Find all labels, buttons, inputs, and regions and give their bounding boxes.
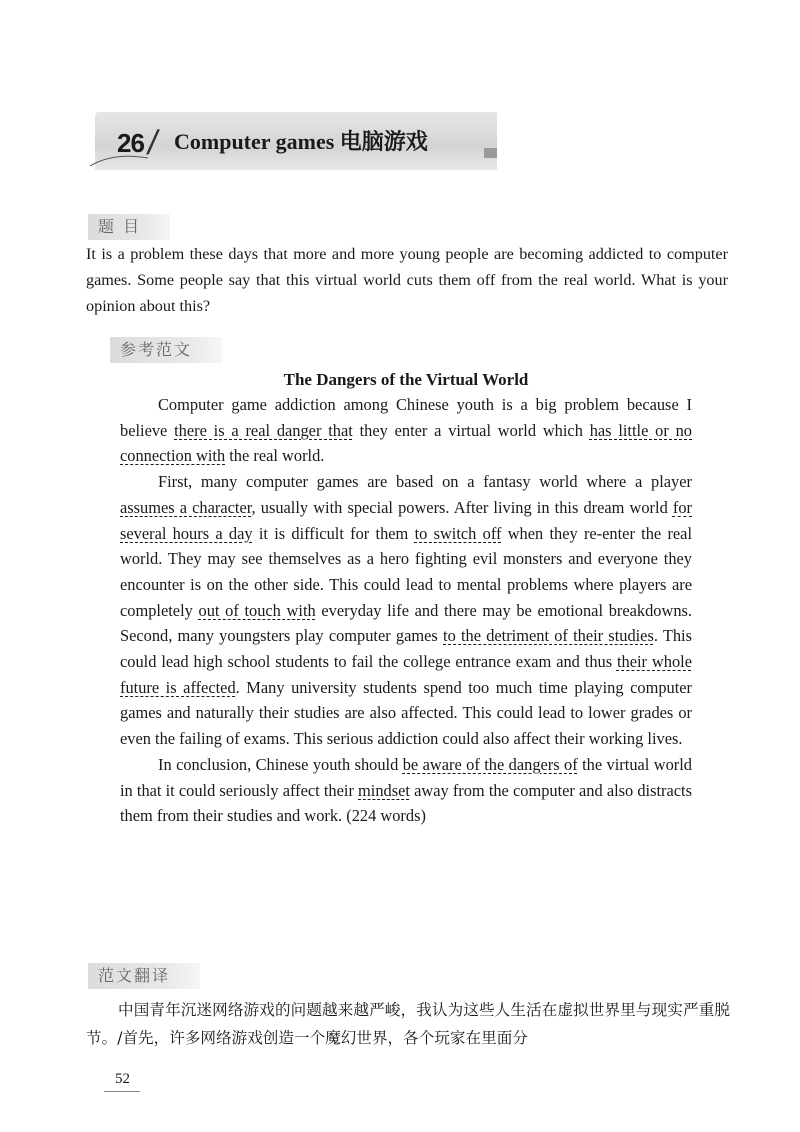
highlighted-phrase: to the detriment of their studies <box>443 626 654 646</box>
topic-label: 题 目 <box>88 214 170 240</box>
essay-paragraph-3 <box>120 752 692 829</box>
highlighted-phrase: to switch off <box>414 523 502 543</box>
highlighted-phrase: assumes a character <box>120 497 252 517</box>
text-run: the real world. <box>225 446 325 466</box>
header-decoration-square <box>484 148 497 158</box>
essay-paragraph-1 <box>120 392 692 469</box>
text-run: , usually with special powers. After living in this dream world <box>251 497 673 517</box>
text-run: . This could lead high school students to fail the college entrance exam and thus <box>120 626 692 672</box>
translation-text: 中国青年沉迷网络游戏的问题越来越严峻，我认为这些人生活在虚拟世界里与现实严重脱节。/首先，许多网络游戏创造一个魔幻世界，各个玩家在里面分 <box>86 1001 730 1047</box>
essay-prompt: It is a problem these days that more and more young people are becoming addicted to computer games. Some people say that this virtual world cuts them off from the real world. What is your opinion about this? <box>86 245 728 315</box>
highlighted-phrase: has little or no connection with <box>120 420 693 466</box>
text-run: everyday life and there may be emotional breakdowns. Second, many youngsters play computer games <box>120 600 692 646</box>
translation-label: 范文翻译 <box>88 963 200 989</box>
page-number-underline <box>104 1091 140 1092</box>
chapter-title: Computer games 电脑游戏 <box>174 129 428 154</box>
text-run: they enter a virtual world which <box>352 420 590 440</box>
text-run: when they re-enter the real world. They may see themselves as a hero fighting evil monsters and everyone they encounter is on the other side. This could lead to mental problems where players are completely <box>120 523 693 620</box>
chapter-number: 26 <box>117 128 144 158</box>
highlighted-phrase: be aware of the dangers of <box>402 754 578 774</box>
text-run: the virtual world in that it could seriously affect their <box>120 754 693 800</box>
essay-paragraph-2 <box>120 469 692 752</box>
text-run: First, many computer games are based on a fantasy world where a player <box>158 472 692 492</box>
highlighted-phrase: for several hours a day <box>120 497 693 543</box>
highlighted-phrase: mindset <box>358 780 410 800</box>
highlighted-phrase: their whole future is affected <box>120 652 692 697</box>
chapter-divider: / <box>144 124 161 162</box>
sample-essay-label: 参考范文 <box>110 337 222 363</box>
text-run: . Many university students spend too much time playing computer games and naturally their studies are also affected. This could lead to lower grades or even the failing of exams. This serious addiction could also affect their working lives. <box>120 677 692 749</box>
text-run: In conclusion, Chinese youth should <box>158 754 403 774</box>
essay-title: The Dangers of the Virtual World <box>283 370 529 389</box>
page-number: 52 <box>115 1071 130 1087</box>
text-run: Computer game addiction among Chinese youth is a big problem because I believe <box>120 395 692 440</box>
text-run: it is difficult for them <box>252 523 415 543</box>
highlighted-phrase: out of touch with <box>198 600 316 620</box>
essay-body <box>120 392 692 829</box>
text-run: away from the computer and also distracts them from their studies and work. (224 words) <box>120 780 692 826</box>
highlighted-phrase: there is a real danger that <box>174 420 353 440</box>
